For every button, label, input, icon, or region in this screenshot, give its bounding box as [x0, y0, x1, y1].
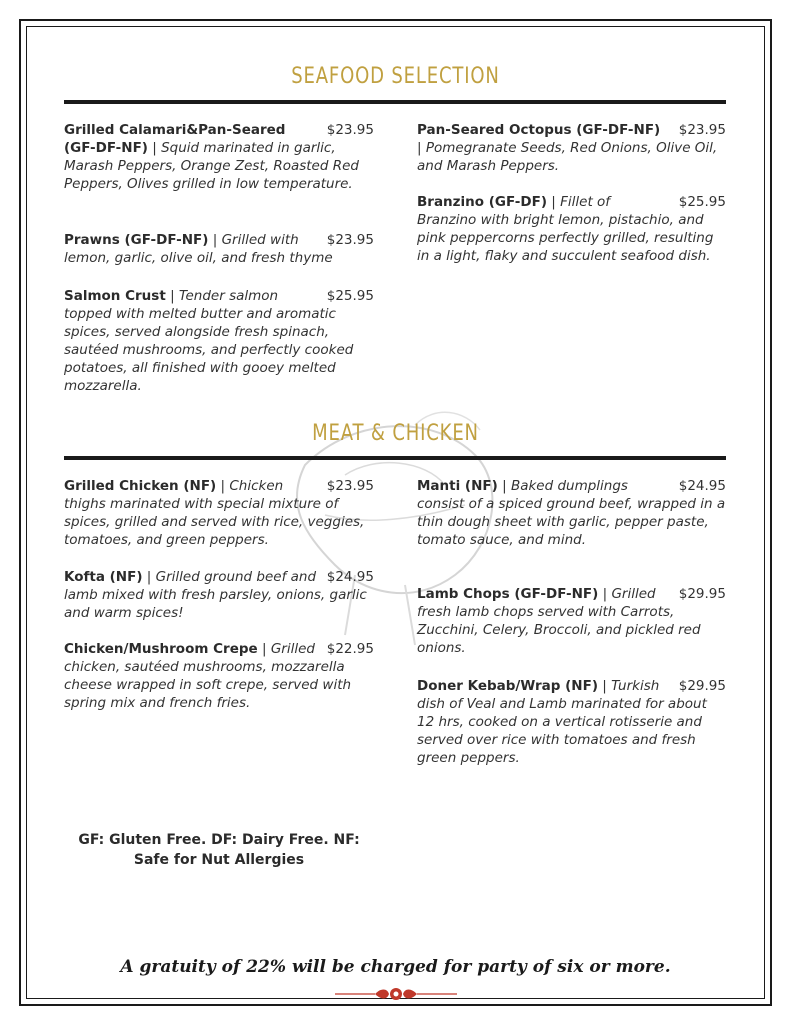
- item-description: Grilled fresh lamb chops served with Carrots, Zucchini, Celery, Broccoli, and pickled red onions.: [417, 586, 701, 656]
- dietary-legend: GF: Gluten Free. DF: Dairy Free. NF: Safe for Nut Allergies: [78, 832, 360, 868]
- item-price: $25.95: [326, 288, 374, 304]
- flourish-ornament-icon: [335, 986, 457, 1002]
- menu-item-grilled-chicken: [64, 477, 374, 549]
- item-description: Baked dumplings consist of a spiced ground beef, wrapped in a thin dough sheet with garlic, pepper paste, tomato sauce, and mind.: [417, 478, 726, 548]
- item-price: $29.95: [678, 586, 726, 602]
- item-separator: |: [551, 194, 561, 210]
- item-price: $22.95: [326, 641, 374, 657]
- menu-item-manti: [417, 477, 726, 549]
- item-description: Chicken thighs marinated with special mixture of spices, grilled and served with rice, veggies, tomatoes, and green peppers.: [64, 478, 365, 548]
- menu-item-octopus: [417, 121, 726, 175]
- item-description: Tender salmon topped with melted butter and aromatic spices, served alongside fresh spinach, sautéed mushrooms, and perfectly cooked potatoes, all finished with gooey melted mozzarella.: [64, 288, 354, 394]
- meat-rule: [64, 456, 726, 460]
- item-price: $23.95: [678, 122, 726, 138]
- item-name: Manti (NF): [417, 478, 498, 494]
- item-price: $24.95: [326, 569, 374, 585]
- item-name: Kofta (NF): [64, 569, 143, 585]
- item-separator: |: [602, 586, 612, 602]
- item-price: $23.95: [326, 122, 374, 138]
- item-name: Salmon Crust: [64, 288, 166, 304]
- item-price: $29.95: [678, 678, 726, 694]
- item-description: Squid marinated in garlic, Marash Peppers, Orange Zest, Roasted Red Peppers, Olives grilled in low temperature.: [64, 140, 359, 192]
- item-name: Pan-Seared Octopus (GF-DF-NF): [417, 122, 661, 138]
- menu-item-chicken-crepe: [64, 640, 374, 712]
- item-separator: |: [502, 478, 511, 494]
- menu-item-prawns: [64, 231, 374, 267]
- item-name: Branzino (GF-DF): [417, 194, 547, 210]
- meat-heading: MEAT & CHICKEN: [312, 421, 479, 446]
- item-name: Chicken/Mushroom Crepe: [64, 641, 258, 657]
- seafood-heading: SEAFOOD SELECTION: [291, 64, 500, 89]
- item-name: Grilled Chicken (NF): [64, 478, 217, 494]
- item-separator: |: [261, 641, 271, 657]
- menu-item-branzino: [417, 193, 726, 265]
- item-price: $25.95: [678, 194, 726, 210]
- item-description: Grilled with lemon, garlic, olive oil, and fresh thyme: [64, 232, 333, 266]
- item-separator: |: [152, 140, 162, 156]
- menu-item-salmon-crust: [64, 287, 374, 395]
- menu-item-doner-kebab: [417, 677, 726, 767]
- item-name: Lamb Chops (GF-DF-NF): [417, 586, 599, 602]
- item-price: $24.95: [678, 478, 726, 494]
- item-name: Grilled Calamari&Pan-Seared (GF-DF-NF): [64, 122, 286, 156]
- menu-item-lamb-chops: [417, 585, 726, 657]
- item-price: $23.95: [326, 478, 374, 494]
- item-price: $23.95: [326, 232, 374, 248]
- item-separator: |: [417, 140, 426, 156]
- item-separator: |: [170, 288, 179, 304]
- item-name: Doner Kebab/Wrap (NF): [417, 678, 598, 694]
- item-separator: |: [212, 232, 222, 248]
- item-separator: |: [146, 569, 156, 585]
- menu-item-kofta: [64, 568, 374, 622]
- item-description: Grilled chicken, sautéed mushrooms, mozzarella cheese wrapped in soft crepe, served with spring mix and french fries.: [64, 641, 352, 711]
- item-description: Grilled ground beef and lamb mixed with fresh parsley, onions, garlic and warm spices!: [64, 569, 367, 621]
- gratuity-notice: A gratuity of 22% will be charged for party of six or more.: [120, 957, 671, 977]
- item-separator: |: [602, 678, 612, 694]
- item-description: Turkish dish of Veal and Lamb marinated for about 12 hrs, cooked on a vertical rotisserie and served over rice with tomatoes and fresh green peppers.: [417, 678, 707, 766]
- item-separator: |: [220, 478, 230, 494]
- item-name: Prawns (GF-DF-NF): [64, 232, 209, 248]
- item-description: Pomegranate Seeds, Red Onions, Olive Oil, and Marash Peppers.: [417, 140, 718, 174]
- item-description: Fillet of Branzino with bright lemon, pistachio, and pink peppercorns perfectly grilled, resulting in a light, flaky and succulent seafood dish.: [417, 194, 714, 264]
- seafood-rule: [64, 100, 726, 104]
- menu-item-calamari: [64, 121, 374, 193]
